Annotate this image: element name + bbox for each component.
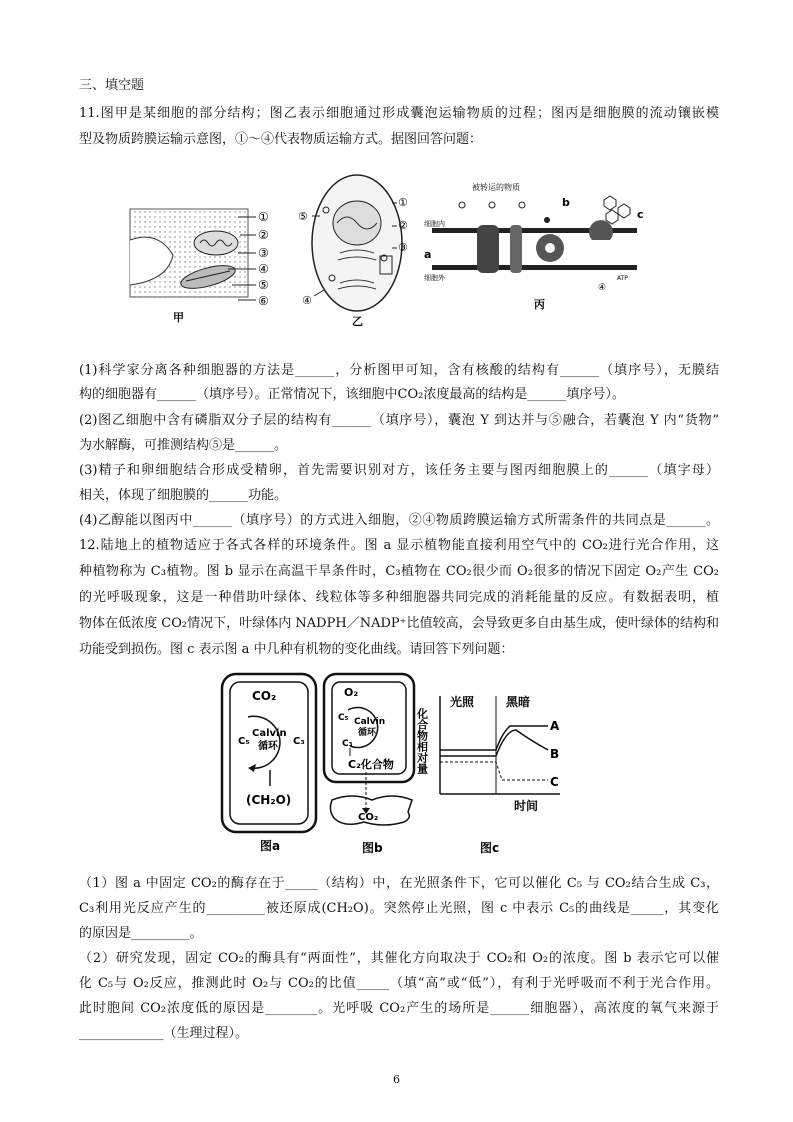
q12-sub-line-7: _____________（生理过程）。 [79, 1026, 249, 1041]
q12-line-4: 物体在低浓度 CO₂情况下，叶绿体内 NADPH／NADP⁺比值较高，会导致更多自由基生成，使叶绿体的结构和 [79, 616, 719, 631]
atp-label: ATP [617, 275, 628, 282]
caption-jia: 甲 [173, 311, 184, 324]
label-3: ③ [258, 246, 269, 260]
fig-c-B: B [550, 747, 560, 761]
q11-line-9: (4)乙醇能以图丙中______（填序号）的方式进入细胞，②④物质跨膜运输方式所需条件的共同点是______。 [79, 513, 719, 528]
outside-label: 细胞外 [424, 274, 445, 282]
inside-label: 细胞内 [424, 220, 445, 228]
label-5: ⑤ [258, 278, 269, 292]
fig-c-ylabel: 化合物相对量 [415, 708, 429, 774]
q12-sub-line-6: 此时胞间 CO₂浓度低的原因是________。光呼吸 CO₂产生的场所是______细胞器），高浓度的氧气来源于 [79, 1001, 719, 1016]
q12-sub-line-2: C₃利用光反应产生的_________被还原成(CH₂O)。突然停止光照，图 c 中表示 C₅的曲线是_____，其变化 [79, 901, 719, 916]
fig-a-c5: C₅ [238, 736, 250, 747]
figure-c [415, 688, 570, 862]
fig-c-A: A [550, 719, 560, 733]
fig-a-product: (CH₂O) [246, 793, 292, 807]
bing-label-4: ④ [598, 283, 607, 293]
label-a: a [424, 248, 432, 261]
q12-sub-line-5: 化 C₅与 O₂反应，推测此时 O₂与 CO₂的比值_____（填“高”或“低”），有利于光呼吸而不利于光合作用。 [79, 976, 719, 991]
figure-bing [422, 180, 662, 320]
fig-b-c3: C₃ [342, 739, 353, 749]
q11-line-2: 型及物质跨膜运输示意图，①～④代表物质运输方式。据图回答问题： [79, 132, 483, 147]
curve-c [440, 762, 548, 780]
q11-line-1: 11.图甲是某细胞的部分结构；图乙表示细胞通过形成囊泡运输物质的过程；图丙是细胞膜的流动镶嵌模 [79, 106, 719, 121]
curve-a [440, 726, 548, 750]
fig-c-C: C [550, 775, 559, 789]
label-4: ④ [258, 262, 269, 276]
fig-b-co2: CO₂ [358, 812, 379, 823]
q11-line-4: 构的细胞器有______（填序号）。正常情况下，该细胞中CO₂浓度最高的结构是______填序号）。 [79, 387, 625, 402]
fig-b-c2: C₂化合物 [348, 758, 394, 771]
q11-line-8: 相关，体现了细胞膜的______功能。 [79, 488, 288, 503]
yi-label-1: ① [398, 196, 408, 209]
figure-yi [292, 168, 417, 328]
fig-a-cycle: 循环 [258, 741, 278, 752]
fig-c-dark: 黑暗 [506, 695, 531, 709]
fig-a-c3: C₃ [293, 736, 305, 747]
q12-line-2: 种植物称为 C₃植物。图 b 显示在高温干旱条件时，C₃植物在 CO₂很少而 O₂很多的情况下固定 O₂产生 CO₂ [79, 564, 719, 579]
q12-sub-line-3: 的原因是_________。 [79, 926, 203, 941]
fig-b-c5: C₅ [338, 713, 349, 723]
figure-b [322, 672, 422, 862]
figure-a [220, 672, 320, 862]
curve-b [440, 730, 548, 756]
figure-jia [128, 205, 278, 323]
q12-line-5: 功能受到损伤。图 c 表示图 a 中几种有机物的变化曲线。请回答下列问题： [79, 642, 514, 657]
q11-line-3: (1)科学家分离各种细胞器的方法是______，分析图甲可知，含有核酸的结构有______（填序号），无膜结 [79, 363, 719, 378]
fig-c-light: 光照 [450, 695, 475, 709]
label-6: ⑥ [258, 294, 269, 308]
caption-bing: 丙 [534, 298, 545, 311]
fig-c-xlabel: 时间 [514, 799, 539, 813]
fig-b-cycle: 循环 [358, 728, 377, 738]
yi-label-3: ③ [398, 241, 408, 254]
q12-line-3: 的光呼吸现象，这是一种借助叶绿体、线粒体等多种细胞器共同完成的消耗能量的反应。有数据表明，植 [79, 590, 719, 605]
q11-line-6: 为水解酶，可推测结构⑤是______。 [79, 438, 288, 453]
fig-a-co2: CO₂ [252, 689, 277, 703]
q12-sub-line-4: （2）研究发现，固定 CO₂的酶具有“两面性”，其催化方向取决于 CO₂和 O₂的浓度。图 b 表示它可以催 [79, 951, 719, 966]
page-number: 6 [393, 1073, 400, 1086]
section-title: 三、填空题 [79, 78, 145, 93]
caption-yi: 乙 [352, 315, 363, 328]
q12-line-1: 12.陆地上的植物适应于各式各样的环境条件。图 a 显示植物能直接利用空气中的 CO₂进行光合作用，这 [79, 538, 719, 553]
caption-c: 图c [480, 841, 500, 855]
fig-a-calvin: Calvin [252, 728, 287, 739]
label-c: c [637, 208, 644, 221]
q11-line-7: (3)精子和卵细胞结合形成受精卵，首先需要识别对方，该任务主要与图丙细胞膜上的______（填字母） [79, 463, 719, 478]
q11-line-5: (2)图乙细胞中含有磷脂双分子层的结构有______（填序号），囊泡 Y 到达并与⑤融合，若囊泡 Y 内“货物” [79, 413, 719, 428]
fig-b-o2: O₂ [344, 686, 359, 699]
caption-a: 图a [260, 839, 281, 853]
caption-b: 图b [362, 841, 383, 855]
label-b: b [562, 196, 570, 209]
fig-b-calvin: Calvin [354, 717, 386, 727]
yi-label-5: ⑤ [298, 210, 308, 223]
channel-protein [477, 225, 499, 273]
q12-sub-line-1: （1）图 a 中固定 CO₂的酶存在于_____（结构）中，在光照条件下，它可以催化 C₅ 与 CO₂结合生成 C₃， [79, 876, 719, 891]
transported-label: 被转运的物质 [472, 183, 520, 192]
yi-label-2: ② [398, 219, 408, 232]
label-1: ① [258, 210, 269, 224]
label-2: ② [258, 228, 269, 242]
yi-label-4: ④ [302, 294, 312, 307]
